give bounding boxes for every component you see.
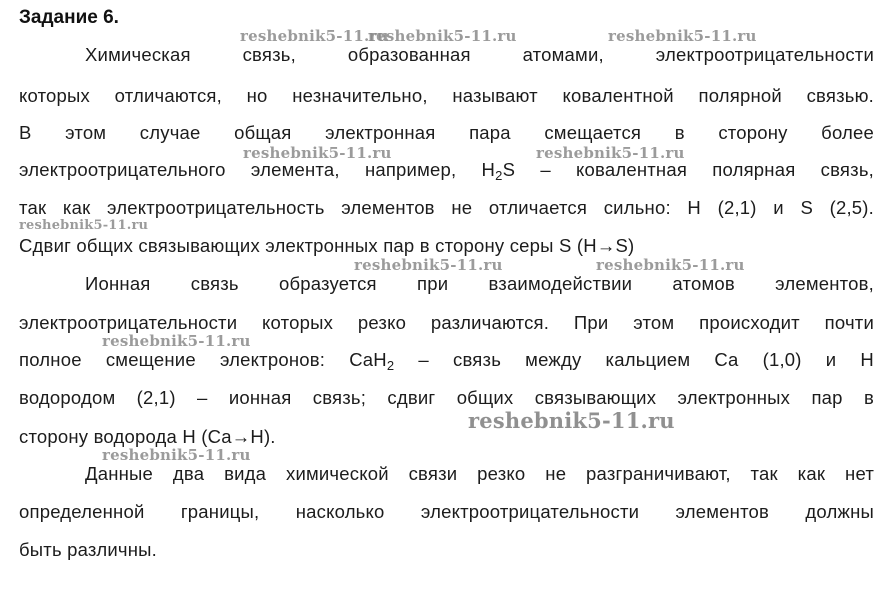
watermark: reshebnik5-11.ru bbox=[102, 446, 251, 464]
paragraph-3-line-2: определенной границы, насколько электроотрицательности элементов должны bbox=[19, 501, 874, 522]
watermark: reshebnik5-11.ru bbox=[608, 27, 757, 45]
paragraph-1-line-5: так как электроотрицательность элементов не отличается сильно: H (2,1) и S (2,5). bbox=[19, 197, 874, 218]
paragraph-1-line-4 bbox=[19, 158, 874, 182]
formula-h2s-subscript: 2 bbox=[495, 168, 503, 183]
watermark: reshebnik5-11.ru bbox=[19, 218, 149, 233]
watermark: reshebnik5-11.ru bbox=[536, 144, 685, 162]
paragraph-1-line-3: В этом случае общая электронная пара смещается в сторону более bbox=[19, 122, 874, 143]
watermark: reshebnik5-11.ru bbox=[368, 27, 517, 45]
paragraph-2-line-5: сторону водорода H (Ca→H). bbox=[19, 426, 276, 447]
paragraph-3-line-3: быть различны. bbox=[19, 539, 158, 560]
formula-cah2-part-1: полное смещение электронов: CaH bbox=[19, 349, 387, 370]
watermark: reshebnik5-11.ru bbox=[243, 144, 392, 162]
paragraph-1-line-2: которых отличаются, но незначительно, называют ковалентной полярной связью. bbox=[19, 85, 874, 106]
paragraph-2-line-4: водородом (2,1) – ионная связь; сдвиг общих связывающих электронных пар в bbox=[19, 387, 874, 408]
watermark: reshebnik5-11.ru bbox=[596, 256, 745, 274]
paragraph-2-line-2: электроотрицательности которых резко различаются. При этом происходит почти bbox=[19, 312, 874, 333]
formula-cah2-subscript: 2 bbox=[386, 358, 395, 373]
paragraph-2-line-1: Ионная связь образуется при взаимодействии атомов элементов, bbox=[85, 273, 874, 294]
paragraph-2-line-3 bbox=[19, 348, 874, 372]
watermark: reshebnik5-11.ru bbox=[102, 332, 251, 350]
watermark: reshebnik5-11.ru bbox=[240, 27, 389, 45]
formula-h2s-part-2: S – ковалентная полярная связь, bbox=[502, 159, 874, 180]
formula-cah2-part-2: – связь между кальцием Ca (1,0) и H bbox=[394, 349, 874, 370]
watermark: reshebnik5-11.ru bbox=[354, 256, 503, 274]
paragraph-3-line-1: Данные два вида химической связи резко не разграничивают, так как нет bbox=[85, 463, 874, 484]
watermark-large: reshebnik5-11.ru bbox=[468, 408, 675, 433]
task-title: Задание 6. bbox=[19, 7, 119, 28]
paragraph-1-line-6: Сдвиг общих связывающих электронных пар в сторону серы S (H→S) bbox=[19, 235, 635, 256]
formula-h2s-part-1: электроотрицательного элемента, например, H bbox=[19, 159, 496, 180]
paragraph-1-line-1: Химическая связь, образованная атомами, электроотрицательности bbox=[85, 44, 874, 65]
